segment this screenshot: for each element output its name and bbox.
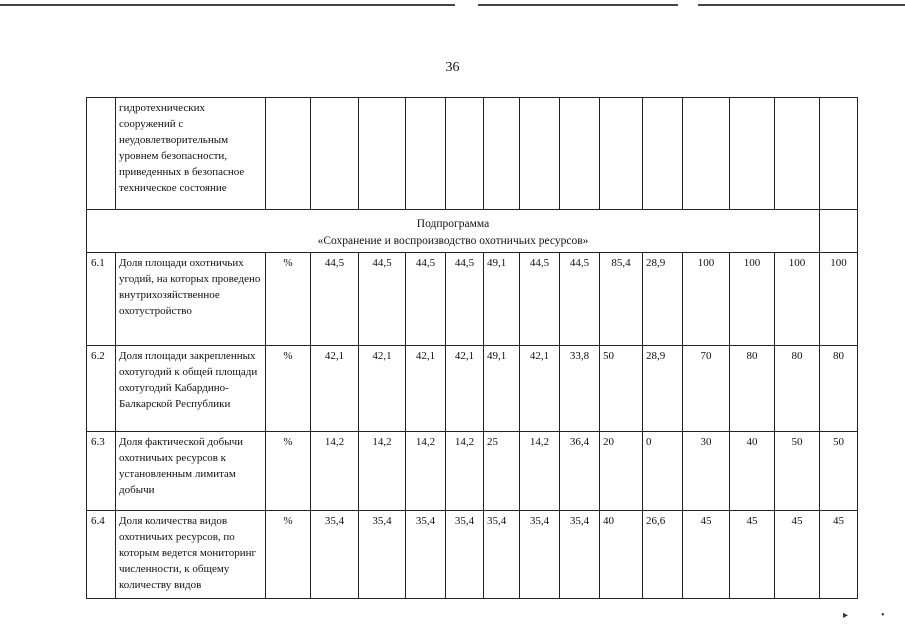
value-cell: 100 <box>820 253 858 346</box>
empty-cell <box>775 98 820 210</box>
unit-cell: % <box>266 346 311 432</box>
row-number: 6.4 <box>87 511 116 599</box>
value-cell: 80 <box>775 346 820 432</box>
empty-cell <box>560 98 600 210</box>
value-cell: 44,5 <box>359 253 406 346</box>
scan-top-line <box>0 4 455 6</box>
indicator-name: Доля площади охотничьих угодий, на которых проведено внутрихозяйственное охотустройство <box>116 253 266 346</box>
value-cell: 85,4 <box>600 253 643 346</box>
row-number-cell <box>87 98 116 210</box>
scan-top-line <box>478 4 678 6</box>
value-cell: 44,5 <box>311 253 359 346</box>
value-cell: 28,9 <box>643 346 683 432</box>
indicators-table <box>86 97 858 599</box>
value-cell: 35,4 <box>484 511 520 599</box>
value-cell: 44,5 <box>520 253 560 346</box>
scan-speck: ▸ <box>843 610 849 621</box>
subprogram-header-row <box>87 210 858 253</box>
unit-cell: % <box>266 253 311 346</box>
indicator-name: гидротехнических сооружений с неудовлетворительным уровнем безопасности, приведенных в безопасное техническое состояние <box>116 98 266 210</box>
empty-cell <box>820 98 858 210</box>
value-cell: 45 <box>820 511 858 599</box>
value-cell: 80 <box>820 346 858 432</box>
value-cell: 44,5 <box>446 253 484 346</box>
empty-cell <box>683 98 730 210</box>
empty-cell <box>406 98 446 210</box>
unit-cell: % <box>266 511 311 599</box>
value-cell: 40 <box>600 511 643 599</box>
value-cell: 42,1 <box>520 346 560 432</box>
value-cell: 80 <box>730 346 775 432</box>
table-row <box>87 253 858 346</box>
value-cell: 35,4 <box>359 511 406 599</box>
value-cell: 42,1 <box>446 346 484 432</box>
value-cell: 50 <box>820 432 858 511</box>
subprogram-label: Подпрограмма <box>416 218 490 230</box>
value-cell: 50 <box>600 346 643 432</box>
empty-cell <box>266 98 311 210</box>
value-cell: 28,9 <box>643 253 683 346</box>
table-row <box>87 511 858 599</box>
value-cell: 40 <box>730 432 775 511</box>
value-cell: 44,5 <box>406 253 446 346</box>
subprogram-title <box>87 210 820 253</box>
value-cell: 26,6 <box>643 511 683 599</box>
value-cell: 30 <box>683 432 730 511</box>
value-cell: 20 <box>600 432 643 511</box>
value-cell: 70 <box>683 346 730 432</box>
value-cell: 100 <box>730 253 775 346</box>
value-cell: 33,8 <box>560 346 600 432</box>
empty-cell <box>820 210 858 253</box>
table-row <box>87 346 858 432</box>
value-cell: 36,4 <box>560 432 600 511</box>
value-cell: 14,2 <box>446 432 484 511</box>
row-number: 6.3 <box>87 432 116 511</box>
empty-cell <box>484 98 520 210</box>
value-cell: 45 <box>775 511 820 599</box>
empty-cell <box>311 98 359 210</box>
continued-row <box>87 98 858 210</box>
scan-speck: • <box>881 610 885 621</box>
value-cell: 25 <box>484 432 520 511</box>
value-cell: 49,1 <box>484 346 520 432</box>
row-number: 6.2 <box>87 346 116 432</box>
indicator-name: Доля количества видов охотничьих ресурсов, по которым ведется мониторинг численности, к общему количеству видов <box>116 511 266 599</box>
value-cell: 44,5 <box>560 253 600 346</box>
value-cell: 50 <box>775 432 820 511</box>
indicator-name: Доля фактической добычи охотничьих ресурсов к установленным лимитам добычи <box>116 432 266 511</box>
indicator-name: Доля площади закрепленных охотугодий к общей площади охотугодий Кабардино-Балкарской Республики <box>116 346 266 432</box>
value-cell: 42,1 <box>406 346 446 432</box>
value-cell: 35,4 <box>406 511 446 599</box>
value-cell: 35,4 <box>446 511 484 599</box>
value-cell: 35,4 <box>560 511 600 599</box>
value-cell: 35,4 <box>311 511 359 599</box>
value-cell: 42,1 <box>359 346 406 432</box>
value-cell: 45 <box>730 511 775 599</box>
empty-cell <box>643 98 683 210</box>
value-cell: 0 <box>643 432 683 511</box>
value-cell: 49,1 <box>484 253 520 346</box>
scan-top-line <box>698 4 905 6</box>
row-number: 6.1 <box>87 253 116 346</box>
value-cell: 100 <box>775 253 820 346</box>
empty-cell <box>359 98 406 210</box>
empty-cell <box>446 98 484 210</box>
value-cell: 42,1 <box>311 346 359 432</box>
table-row <box>87 432 858 511</box>
empty-cell <box>730 98 775 210</box>
page-number: 36 <box>445 60 460 75</box>
value-cell: 14,2 <box>406 432 446 511</box>
value-cell: 14,2 <box>311 432 359 511</box>
value-cell: 45 <box>683 511 730 599</box>
value-cell: 100 <box>683 253 730 346</box>
empty-cell <box>520 98 560 210</box>
unit-cell: % <box>266 432 311 511</box>
subprogram-name: «Сохранение и воспроизводство охотничьих ресурсов» <box>317 234 589 247</box>
empty-cell <box>600 98 643 210</box>
value-cell: 35,4 <box>520 511 560 599</box>
value-cell: 14,2 <box>520 432 560 511</box>
value-cell: 14,2 <box>359 432 406 511</box>
